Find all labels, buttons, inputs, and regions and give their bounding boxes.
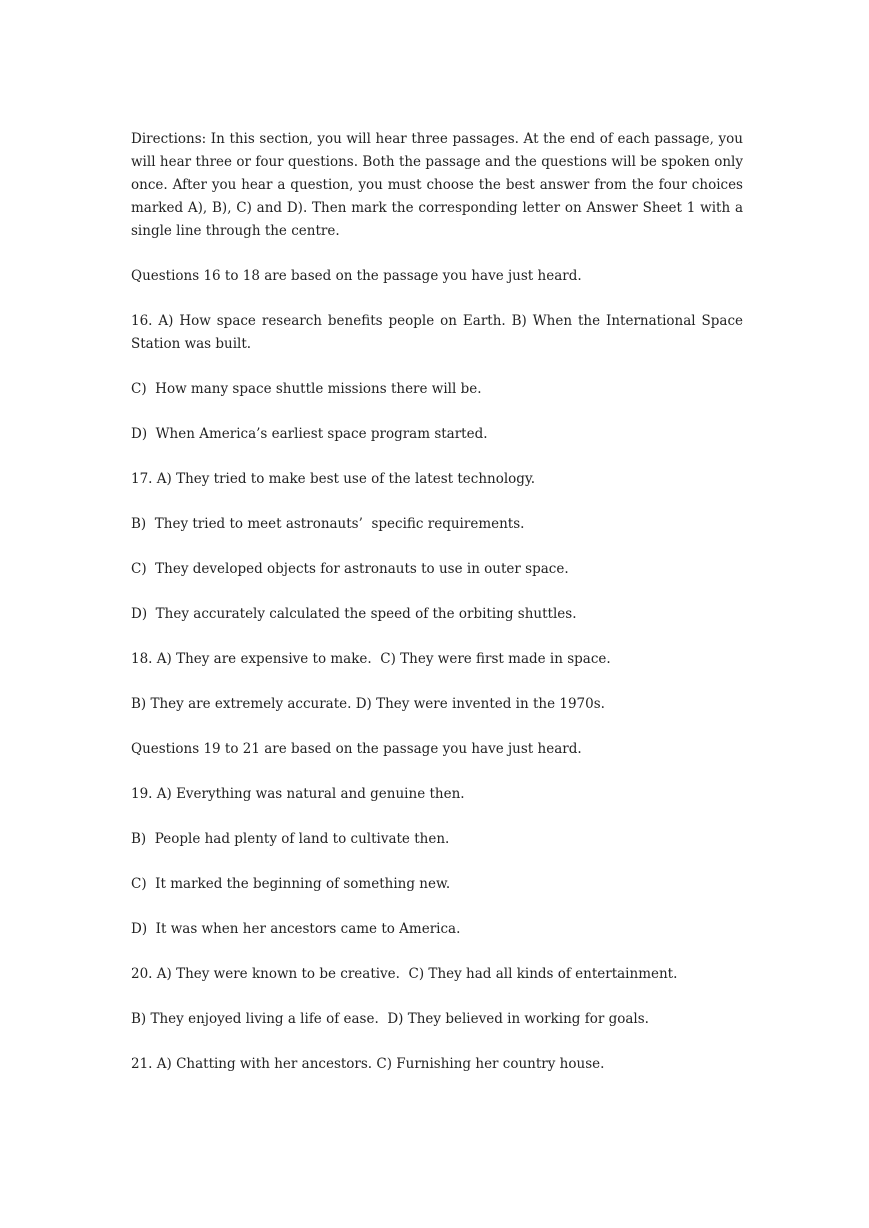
question-19-option-a: 19. A) Everything was natural and genuine then. [131,786,465,802]
question-17-option-b: B) They tried to meet astronauts’ specific requirements. [131,516,525,532]
question-16-options-a-b: 16. A) How space research benefits people on Earth. B) When the International Space Station was built. [131,313,748,352]
question-20-options-a-c: 20. A) They were known to be creative. C) They had all kinds of entertainment. [131,966,678,982]
question-16-option-d: D) When America’s earliest space program started. [131,426,488,442]
question-18-options-a-c: 18. A) They are expensive to make. C) They were first made in space. [131,651,611,667]
question-18-options-b-d: B) They are extremely accurate. D) They were invented in the 1970s. [131,696,605,712]
section-2-heading: Questions 19 to 21 are based on the passage you have just heard. [131,741,582,757]
question-19-option-c: C) It marked the beginning of something new. [131,876,451,892]
document-body [131,128,748,1076]
question-17-option-d: D) They accurately calculated the speed of the orbiting shuttles. [131,606,577,622]
question-16-option-c: C) How many space shuttle missions there will be. [131,381,482,397]
question-17-option-a: 17. A) They tried to make best use of the latest technology. [131,471,536,487]
question-19-option-d: D) It was when her ancestors came to America. [131,921,461,937]
section-1-heading: Questions 16 to 18 are based on the passage you have just heard. [131,268,582,284]
question-20-options-b-d: B) They enjoyed living a life of ease. D) They believed in working for goals. [131,1011,649,1027]
question-17-option-c: C) They developed objects for astronauts to use in outer space. [131,561,569,577]
question-21-options-a-c: 21. A) Chatting with her ancestors. C) Furnishing her country house. [131,1056,605,1072]
directions-paragraph: Directions: In this section, you will hear three passages. At the end of each passage, you will hear three or four questions. Both the passage and the questions will be spoken only once. After you hear a question, you must choose the best answer from the four choices marked A), B), C) and D). Then mark the corresponding letter on Answer Sheet 1 with a single line through the centre. [131,131,748,239]
question-19-option-b: B) People had plenty of land to cultivate then. [131,831,450,847]
